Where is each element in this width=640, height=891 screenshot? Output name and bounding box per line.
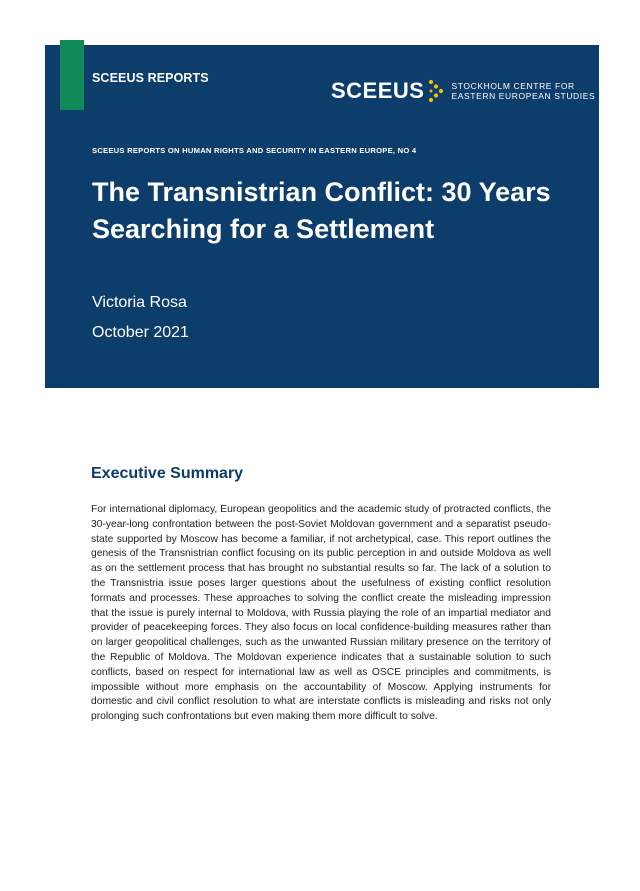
report-title: The Transnistrian Conflict: 30 Years Searching for a Settlement bbox=[92, 177, 551, 244]
series-label: SCEEUS REPORTS bbox=[92, 71, 209, 85]
sceeus-logo bbox=[331, 76, 595, 106]
logo-wordmark: SCEEUS bbox=[331, 78, 425, 103]
publication-date: October 2021 bbox=[92, 324, 189, 341]
logo-subtitle-line1: STOCKHOLM CENTRE FOR bbox=[451, 81, 575, 91]
accent-tab bbox=[60, 40, 84, 110]
logo-subtitle-line2: EASTERN EUROPEAN STUDIES bbox=[451, 91, 596, 101]
report-series: SCEEUS REPORTS ON HUMAN RIGHTS AND SECURITY IN EASTERN EUROPE, NO 4 bbox=[92, 146, 417, 155]
executive-summary-body: For international diplomacy, European geopolitics and the academic study of protracted conflicts, the 30-year-long confrontation between the post-Soviet Moldovan government and a separatist pseudo-state supported by Moscow has become a familiar, if not archetypical, case. This report outlines the genesis of the Transnistrian conflict focusing on its public perception in and outside Moldova as well as on the settlement process that has brought no substantial results so far. The lack of a solution to the Transnistria issue poses larger questions about the usefulness of existing conflict resolution formats and processes. These approaches to solving the conflict create the misleading impression that the issue is purely internal to Moldova, with Russia playing the role of an impartial mediator and provider of peacekeeping forces. They also focus on local confidence-building measures rather than on larger geopolitical challenges, such as the unwanted Russian military presence on the territory of the Republic of Moldova. The Moldovan experience indicates that a sustainable solution to such conflicts, based on respect for international law as well as OSCE principles and commitments, is impossible without more emphasis on the accountability of Moscow. Applying instruments for domestic and civil conflict resolution to what are interstate conflicts is misleading and risks not only prolonging such confrontations but even making them more difficult to solve. bbox=[91, 504, 551, 723]
logo-subtitle bbox=[451, 81, 595, 101]
executive-summary-heading: Executive Summary bbox=[91, 465, 244, 482]
author: Victoria Rosa bbox=[92, 294, 187, 311]
yellow-dots-arrow-icon bbox=[427, 78, 447, 104]
